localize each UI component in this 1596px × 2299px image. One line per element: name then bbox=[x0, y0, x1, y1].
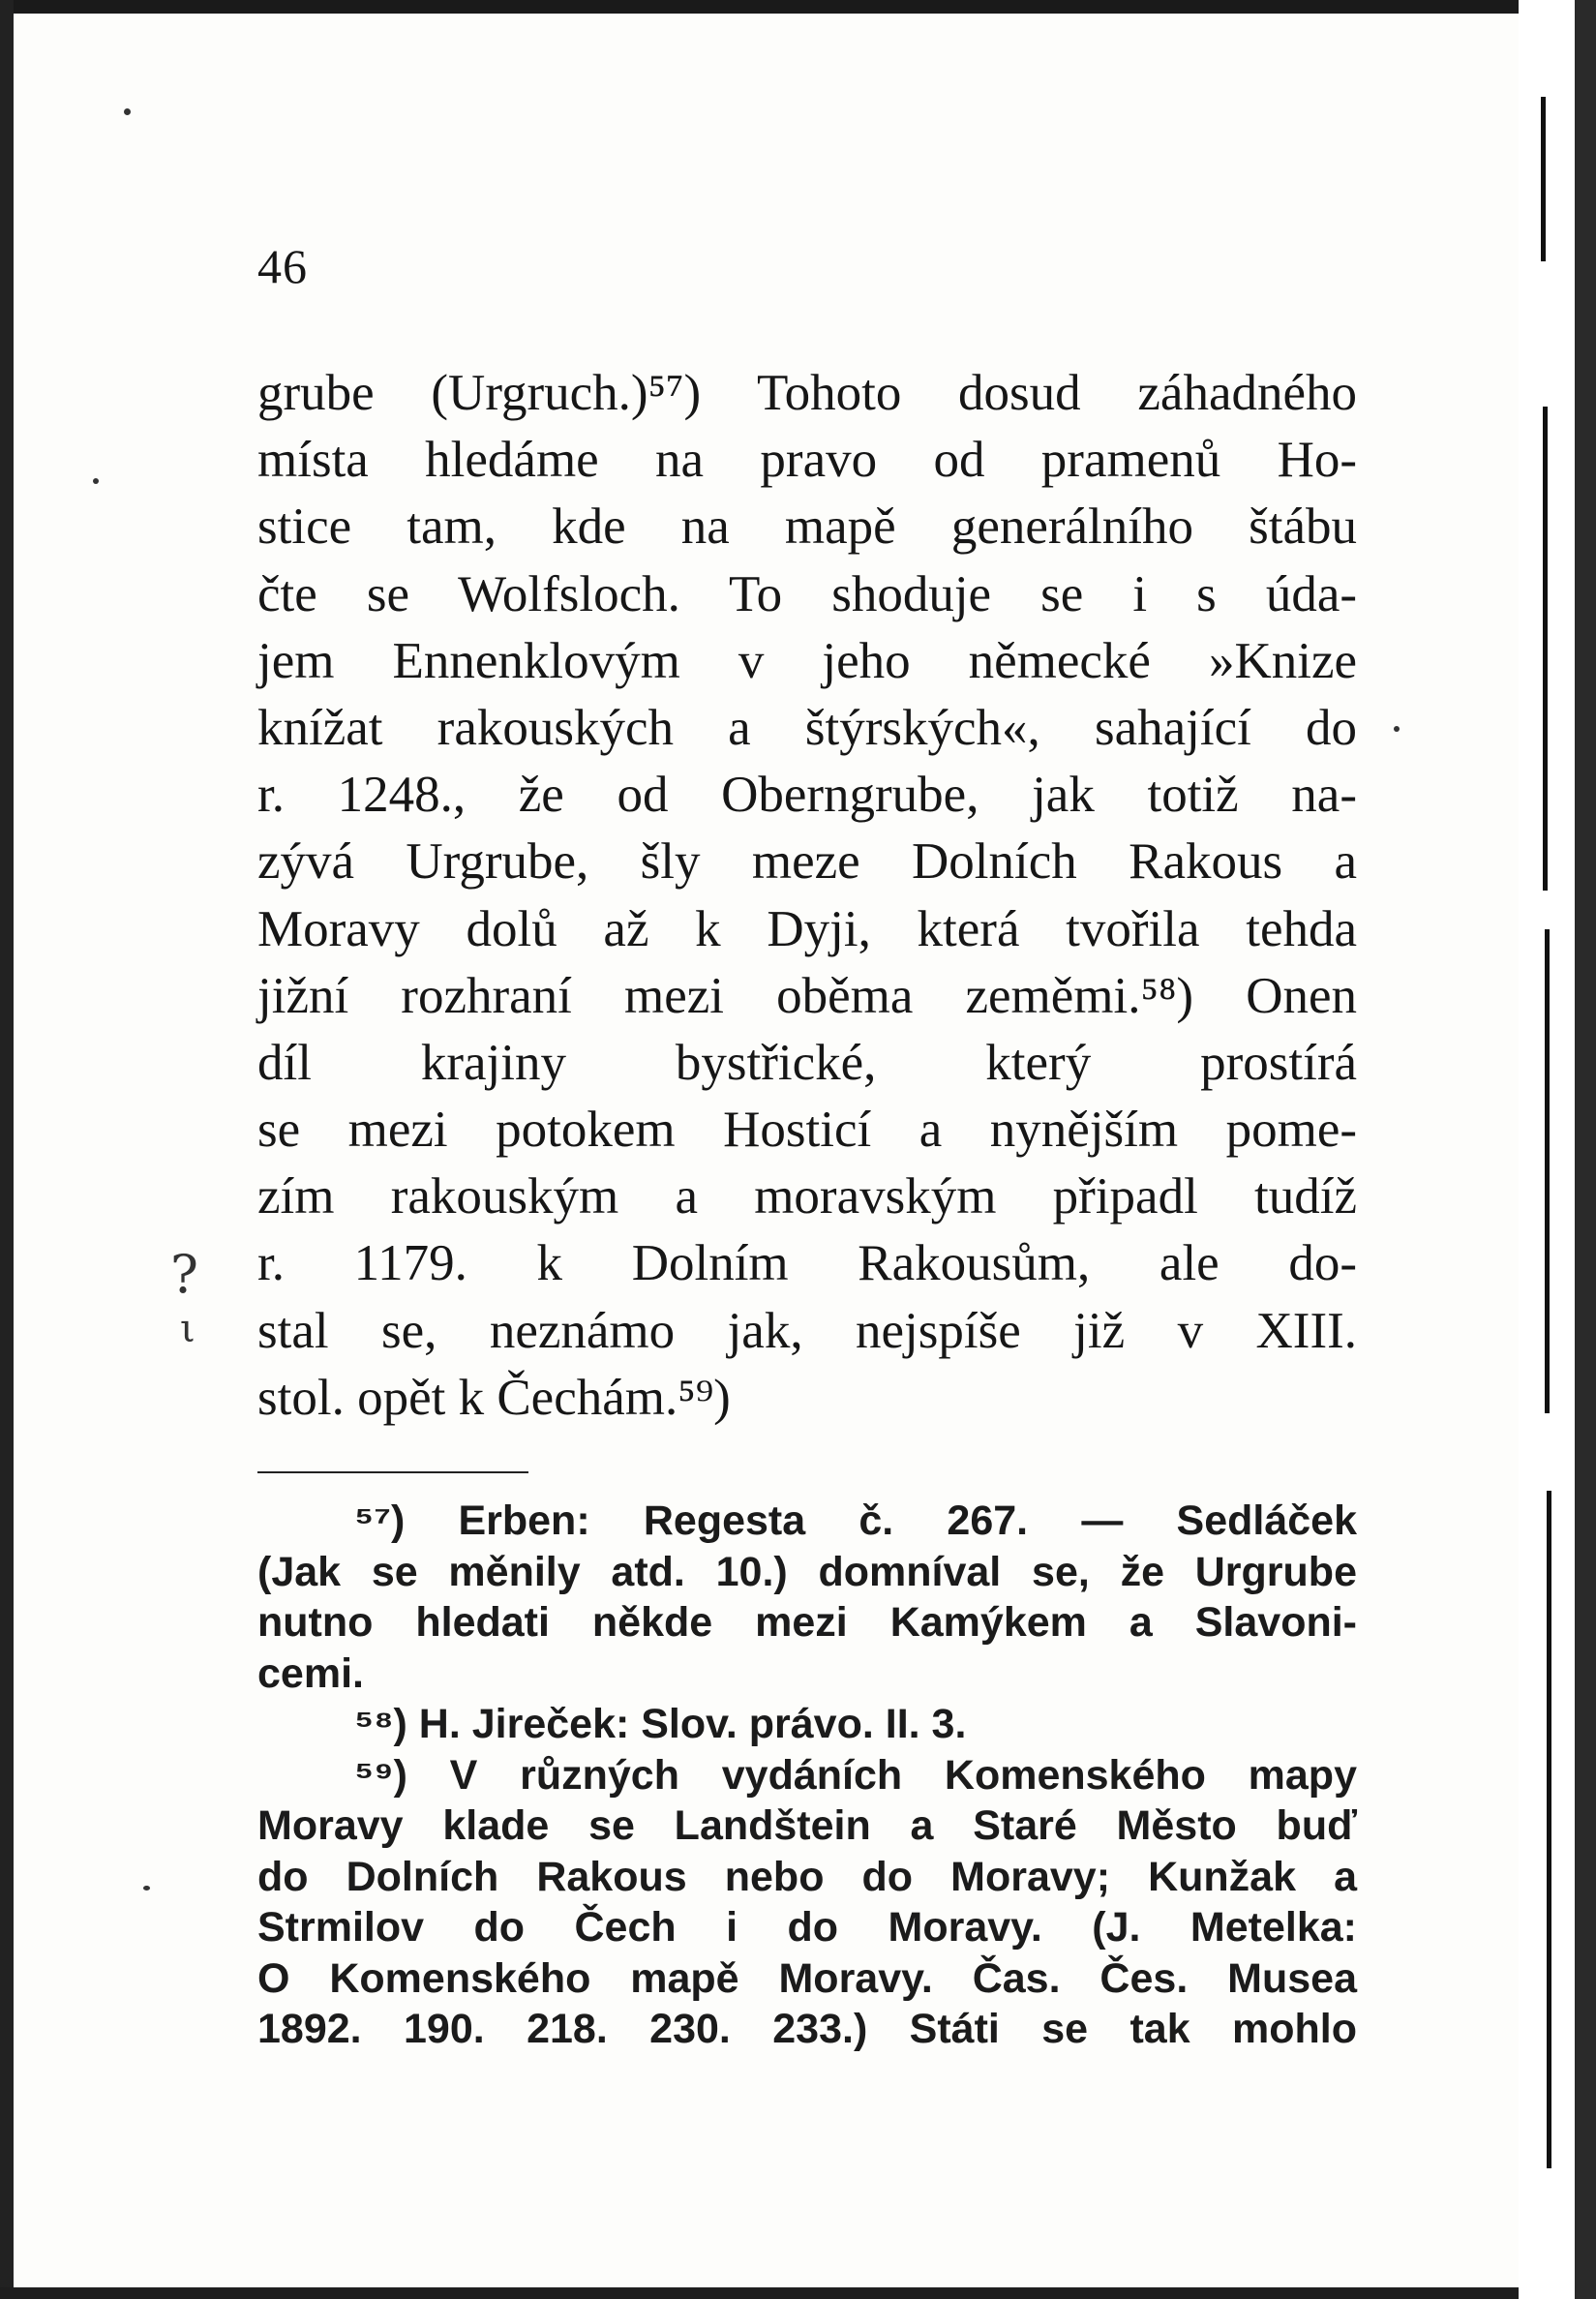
scan-speck bbox=[1394, 726, 1400, 732]
text-line: zím rakouským a moravským připadl tudíž bbox=[257, 1168, 1357, 1225]
footnote-line: ⁵⁷) Erben: Regesta č. 267. — Sedláček bbox=[354, 1497, 1357, 1544]
text-line: Moravy dolů až k Dyji, která tvořila tehda bbox=[257, 900, 1357, 957]
scan-edge-top bbox=[0, 0, 1596, 14]
text-line: zývá Urgrube, šly meze Dolních Rakous a bbox=[257, 833, 1357, 891]
text-line: r. 1248., že od Oberngrube, jak totiž na- bbox=[257, 767, 1357, 824]
binding-mark bbox=[1545, 929, 1550, 1413]
footnote-line: (Jak se měnily atd. 10.) domníval se, že Urgrube bbox=[257, 1548, 1357, 1595]
footnote-line: O Komenského mapě Moravy. Čas. Čes. Musea bbox=[257, 1954, 1357, 2002]
scan-edge-right bbox=[1575, 0, 1596, 2299]
scan-edge-bottom bbox=[0, 2287, 1596, 2299]
page-number: 46 bbox=[257, 239, 308, 293]
binding-mark bbox=[1541, 97, 1546, 261]
footnote-line: nutno hledati někde mezi Kamýkem a Slavoni- bbox=[257, 1599, 1357, 1646]
margin-annotation: ι bbox=[180, 1307, 196, 1351]
binding-mark bbox=[1543, 407, 1548, 891]
scan-edge-left bbox=[0, 0, 14, 2299]
text-line: čte se Wolfsloch. To shoduje se i s úda- bbox=[257, 565, 1357, 622]
text-line: místa hledáme na pravo od pramenů Ho- bbox=[257, 432, 1357, 489]
footnote-line: Moravy klade se Landštein a Staré Město buď bbox=[257, 1802, 1357, 1849]
footnotes bbox=[257, 1496, 1357, 2055]
footnote-line: ⁵⁹) V různých vydáních Komenského mapy bbox=[354, 1751, 1357, 1799]
text-line: jižní rozhraní mezi oběma zeměmi.⁵⁸) Onen bbox=[257, 967, 1357, 1024]
scan-speck bbox=[124, 108, 131, 115]
footnote-line: 1892. 190. 218. 230. 233.) Státi se tak mohlo bbox=[257, 2006, 1357, 2052]
footnote-line: Strmilov do Čech i do Moravy. (J. Metelka: bbox=[257, 1904, 1357, 1951]
footnote-divider bbox=[257, 1471, 528, 1473]
footnote-line: do Dolních Rakous nebo do Moravy; Kunžak a bbox=[257, 1853, 1357, 1900]
text-line: jem Ennenklovým v jeho německé »Knize bbox=[257, 632, 1357, 689]
text-line: r. 1179. k Dolním Rakousům, ale do- bbox=[257, 1235, 1357, 1292]
text-line: díl krajiny bystřické, který prostírá bbox=[257, 1034, 1357, 1091]
text-line: stol. opět k Čechám.⁵⁹) bbox=[257, 1369, 731, 1426]
text-line: stal se, neznámo jak, nejspíše již v XIII. bbox=[257, 1302, 1357, 1359]
text-line: grube (Urgruch.)⁵⁷) Tohoto dosud záhadného bbox=[257, 365, 1357, 421]
footnote-line: cemi. bbox=[257, 1649, 364, 1697]
text-line: stice tam, kde na mapě generálního štábu bbox=[257, 499, 1357, 556]
scan-speck bbox=[93, 478, 99, 484]
footnote-line: ⁵⁸) H. Jireček: Slov. právo. II. 3. bbox=[354, 1701, 967, 1747]
binding-mark bbox=[1547, 1491, 1551, 2168]
margin-annotation: ? bbox=[170, 1244, 198, 1305]
body-text bbox=[257, 360, 1357, 1432]
text-line: knížat rakouských a štýrských«, sahající do bbox=[257, 699, 1357, 756]
text-line: se mezi potokem Hosticí a nynějším pome- bbox=[257, 1102, 1357, 1159]
scan-speck bbox=[143, 1886, 150, 1891]
